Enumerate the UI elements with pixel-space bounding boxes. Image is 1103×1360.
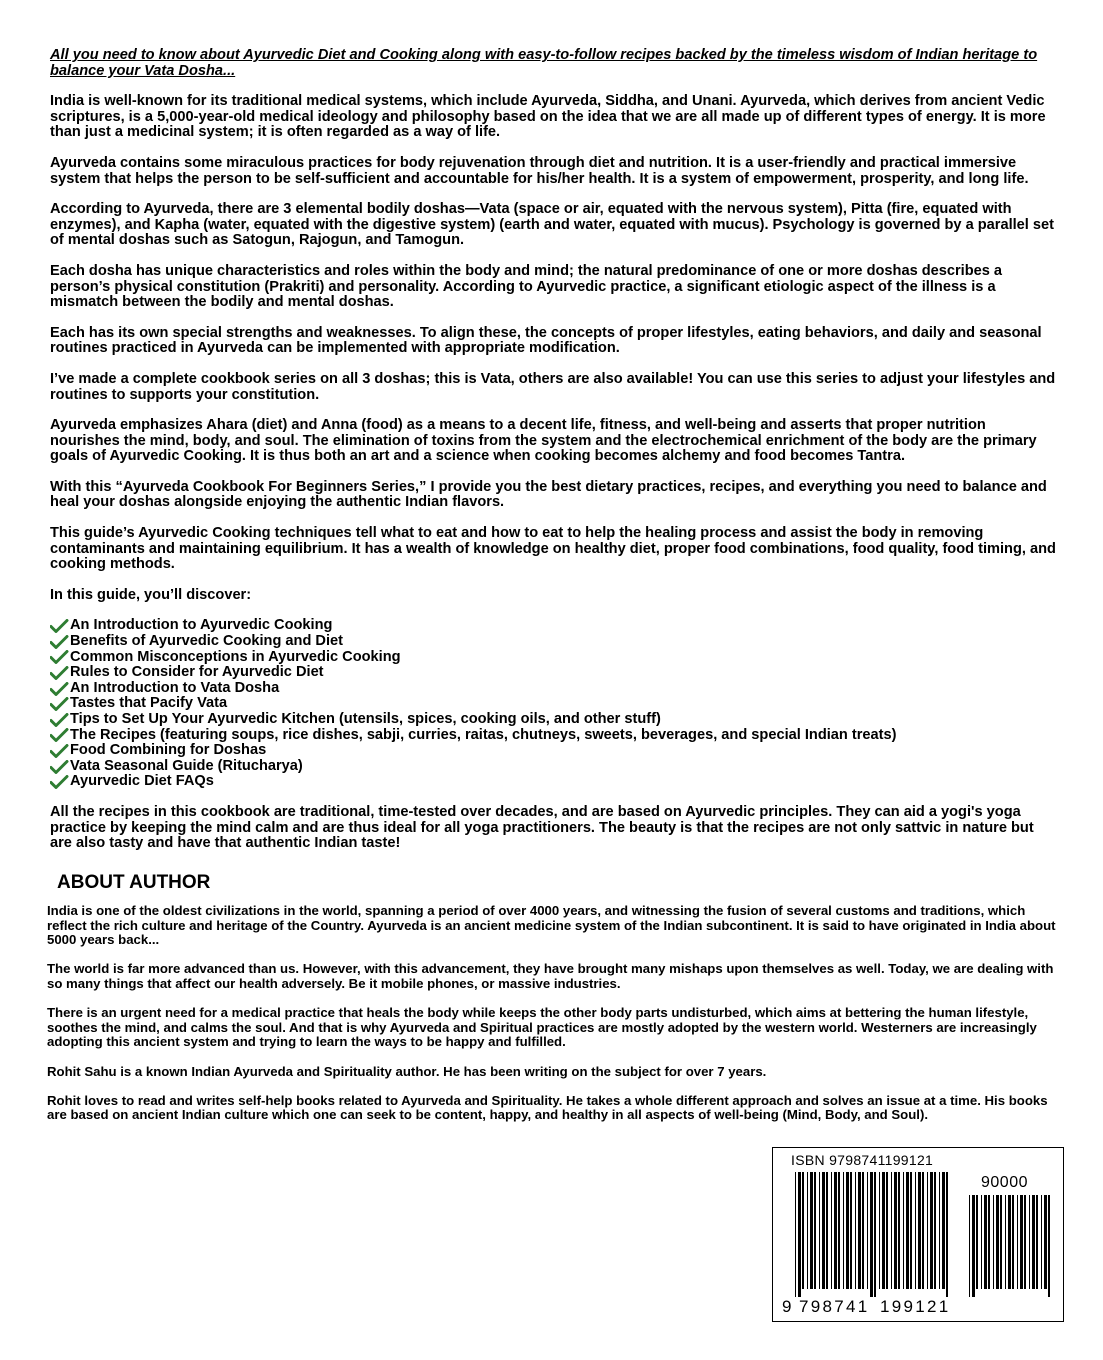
discover-list (50, 618, 1058, 790)
barcode-digits-right: 199121 (880, 1297, 951, 1316)
barcode-bar (918, 1172, 921, 1289)
list-item (50, 681, 1058, 697)
barcode-bar (822, 1172, 825, 1289)
list-item (50, 634, 1058, 650)
tagline: All you need to know about Ayurvedic Diet and Cooking along with easy-to-follow recipes backed by the timeless wisdom of Indian heritage to balance your Vata Dosha... (50, 47, 1038, 79)
list-item (50, 759, 1058, 775)
barcode-bar (838, 1172, 840, 1289)
barcode-bar (1029, 1195, 1030, 1289)
list-item (50, 618, 1058, 634)
barcode-bar (903, 1172, 904, 1289)
barcode-bar (819, 1172, 820, 1289)
barcode-bar (855, 1172, 856, 1289)
check-icon (50, 619, 69, 633)
paragraph-4: Each dosha has unique characteristics and roles within the body and mind; the natural predominance of one or more doshas describes a person’s physical constitution (Prakriti) and personality. According to Ayurvedic practice, a significant etiologic aspect of the illness is a mismatch between the bodily and mental doshas. (50, 262, 1003, 311)
check-icon (50, 635, 69, 649)
barcode-bar (922, 1172, 924, 1289)
barcode-bar (870, 1172, 873, 1297)
barcode-bar (810, 1172, 813, 1289)
barcode-bar (934, 1172, 936, 1289)
check-icon (50, 713, 69, 727)
isbn-label: ISBN 9798741199121 (791, 1152, 934, 1168)
list-item (50, 728, 1058, 744)
barcode-bar (814, 1172, 816, 1289)
list-item-label: An Introduction to Ayurvedic Cooking (70, 617, 333, 634)
list-item (50, 696, 1058, 712)
book-description (50, 48, 1058, 867)
barcode-bar (1041, 1195, 1042, 1289)
barcode-bar (879, 1172, 880, 1289)
barcode-bar (874, 1172, 876, 1297)
barcode-bar (1032, 1195, 1035, 1289)
check-icon (50, 728, 69, 742)
barcode-first-digit: 9 (782, 1297, 792, 1316)
barcode-bar (946, 1172, 948, 1297)
about-author-text (47, 904, 1057, 1138)
list-item-label: Ayurvedic Diet FAQs (70, 773, 214, 790)
paragraph-3: According to Ayurveda, there are 3 elemental bodily doshas—Vata (space or air, equated with the nervous system), Pitta (fire, equated with enzymes), and Kapha (water, equated with the digestive system) (earth and water, equated with mucus). Psychology is governed by a parallel set of mental doshas such as Satogun, Rajogun, and Tamogun. (50, 201, 1055, 249)
list-item (50, 665, 1058, 681)
barcode-bar (831, 1172, 832, 1289)
about-author-heading: ABOUT AUTHOR (57, 872, 211, 893)
barcode-bar (795, 1172, 796, 1297)
check-icon (50, 650, 69, 664)
closing-paragraph: All the recipes in this cookbook are traditional, time-tested over decades, and are based on Ayurvedic principles. They can aid a yogi's yoga practice by keeping the mind calm and are thus ideal for all yoga practitioners. The beauty is that the recipes are not only sattvic in nature but are also tasty and have that authentic Indian taste! (50, 803, 1034, 852)
list-item (50, 650, 1058, 666)
list-item-label: The Recipes (featuring soups, rice dishes, sabji, curries, raitas, chutneys, sweets, beverages, and special Indian treats) (70, 726, 897, 743)
barcode-bar (850, 1172, 852, 1289)
list-item (50, 712, 1058, 728)
bio-paragraph-1: India is one of the oldest civilizations in the world, spanning a period of over 4000 years, and witnessing the fusion of several customs and traditions, which reflect the rich culture and heritage of the Country. Ayurveda is an ancient medicine system of the Indian subcontinent. It is said to have originated in India about 5000 years back... (47, 903, 1056, 948)
barcode-bar (798, 1172, 801, 1297)
paragraph-1: India is well-known for its traditional medical systems, which include Ayurveda, Siddha, and Unani. Ayurveda, which derives from ancient Vedic scriptures, is a 5,000-year-old medical ideology and philosophy based on the idea that we are all made up of different types of energy. It is more than just a medicinal system; it is often regarded as a way of life. (50, 93, 1046, 141)
barcode-bar (846, 1172, 849, 1289)
barcode-bar (1044, 1195, 1047, 1289)
barcode-bar (891, 1172, 892, 1289)
barcode-bar (984, 1195, 987, 1289)
barcode-bar (910, 1172, 912, 1289)
check-icon (50, 682, 69, 696)
barcode-bar (981, 1195, 982, 1289)
paragraph-2: Ayurveda contains some miraculous practices for body rejuvenation through diet and nutrition. It is a user-friendly and practical immersive system that helps the person to be self-sufficient and accountable for his/her health. It is a system of empowerment, prosperity, and long life. (50, 154, 1029, 187)
barcode-bar (939, 1172, 940, 1289)
barcode-bar (898, 1172, 900, 1289)
barcode-bar (886, 1172, 888, 1289)
bio-paragraph-4: Rohit Sahu is a known Indian Ayurveda and Spirituality author. He has been writing on the subject for over 7 years. (47, 1063, 767, 1079)
check-icon (50, 666, 69, 680)
barcode-bar (969, 1195, 970, 1297)
bio-paragraph-2: The world is far more advanced than us. However, with this advancement, they have brought many mishaps upon themselves as well. Today, we are dealing with so many things that affect our health adversely. Be it mobile phones, or massive industries. (47, 961, 1054, 991)
barcode-bar (972, 1195, 975, 1297)
barcode-bar (882, 1172, 885, 1289)
paragraph-9: This guide’s Ayurvedic Cooking techniques tell what to eat and how to eat to help the healing process and assist the body in removing contaminants and maintaining equilibrium. It has a wealth of knowledge on healthy diet, proper food combinations, food quality, food timing, and cooking methods. (50, 525, 1056, 573)
barcode-bar (1005, 1195, 1006, 1289)
bio-paragraph-3: There is an urgent need for a medical practice that heals the body while keeps the other body parts undisturbed, which aims at bettering the human lifestyle, soothes the mind, and calms the soul. And that is why Ayurveda and Spiritual practices are mostly adopted by the western world. Westerners are increasingly adopting this ancient system and trying to learn the ways to be happy and fulfilled. (47, 1005, 1037, 1050)
barcode-bar (1048, 1195, 1050, 1297)
barcode-bar (927, 1172, 928, 1289)
list-item-label: Tips to Set Up Your Ayurvedic Kitchen (utensils, spices, cooking oils, and other stuff) (70, 711, 661, 727)
list-item (50, 743, 1058, 759)
barcode-bar (1024, 1195, 1026, 1289)
list-item-label: Food Combining for Doshas (70, 742, 267, 759)
barcode-bar (988, 1195, 990, 1289)
barcode-bar (1012, 1195, 1014, 1289)
list-item-label: Common Misconceptions in Ayurvedic Cooking (70, 648, 401, 665)
check-icon (50, 775, 69, 789)
barcode-bar (834, 1172, 837, 1289)
check-icon (50, 760, 69, 774)
barcode-bar (1008, 1195, 1011, 1289)
barcode-bar (915, 1172, 916, 1289)
list-item (50, 774, 1058, 790)
list-item-label: An Introduction to Vata Dosha (70, 679, 280, 696)
price-code: 90000 (981, 1174, 1028, 1191)
paragraph-8: With this “Ayurveda Cookbook For Beginners Series,” I provide you the best dietary practices, recipes, and everything you need to balance and heal your doshas alongside enjoying the authentic Indian flavors. (50, 478, 1047, 511)
check-icon (50, 744, 69, 758)
barcode-bar (1000, 1195, 1002, 1289)
barcode-bar (930, 1172, 933, 1289)
bio-paragraph-5: Rohit loves to read and writes self-help books related to Ayurveda and Spirituality. He takes a whole different approach and solves an issue at a time. His books are based on ancient Indian culture which one can seek to be content, happy, and healthy in all aspects of well-being (Mind, Body, and Soul). (47, 1092, 1048, 1123)
list-intro: In this guide, you’ll discover: (50, 586, 252, 603)
barcode-bar (906, 1172, 909, 1289)
isbn-barcode (772, 1147, 1064, 1322)
list-item-label: Benefits of Ayurvedic Cooking and Diet (70, 633, 343, 650)
barcode-bar (894, 1172, 897, 1289)
list-item-label: Vata Seasonal Guide (Ritucharya) (70, 757, 303, 774)
paragraph-5: Each has its own special strengths and weaknesses. To align these, the concepts of proper lifestyles, eating behaviors, and daily and seasonal routines practiced in Ayurveda can be implemented with appropriate modification. (50, 324, 1042, 357)
barcode-bar (993, 1195, 994, 1289)
barcode-digits-left: 798741 (799, 1297, 870, 1316)
paragraph-6: I’ve made a complete cookbook series on all 3 doshas; this is Vata, others are also available! You can use this series to adjust your lifestyles and routines to supports your constitution. (50, 370, 1056, 403)
check-icon (50, 697, 69, 711)
barcode-bar (942, 1172, 945, 1289)
barcode-bar (826, 1172, 828, 1289)
list-item-label: Tastes that Pacify Vata (70, 695, 228, 712)
barcode-bar (802, 1172, 804, 1289)
barcode-bar (1036, 1195, 1038, 1289)
list-item-label: Rules to Consider for Ayurvedic Diet (70, 664, 324, 681)
barcode-bar (1017, 1195, 1018, 1289)
barcode-bar (1020, 1195, 1023, 1289)
barcode-bar (807, 1172, 808, 1289)
barcode-bar (976, 1195, 978, 1289)
paragraph-7: Ayurveda emphasizes Ahara (diet) and Anna (food) as a means to a decent life, fitness, and well-being and asserts that proper nutrition nourishes the mind, body, and soul. The elimination of toxins from the system and the electrochemical enrichment of the body are the primary goals of Ayurvedic Cooking. It is thus both an art and a science when cooking becomes alchemy and food becomes Tantra. (50, 417, 1037, 465)
barcode-bar (843, 1172, 844, 1289)
barcode-bar (996, 1195, 999, 1289)
barcode-bar (867, 1172, 868, 1289)
barcode-bar (862, 1172, 864, 1289)
barcode-bar (858, 1172, 861, 1289)
